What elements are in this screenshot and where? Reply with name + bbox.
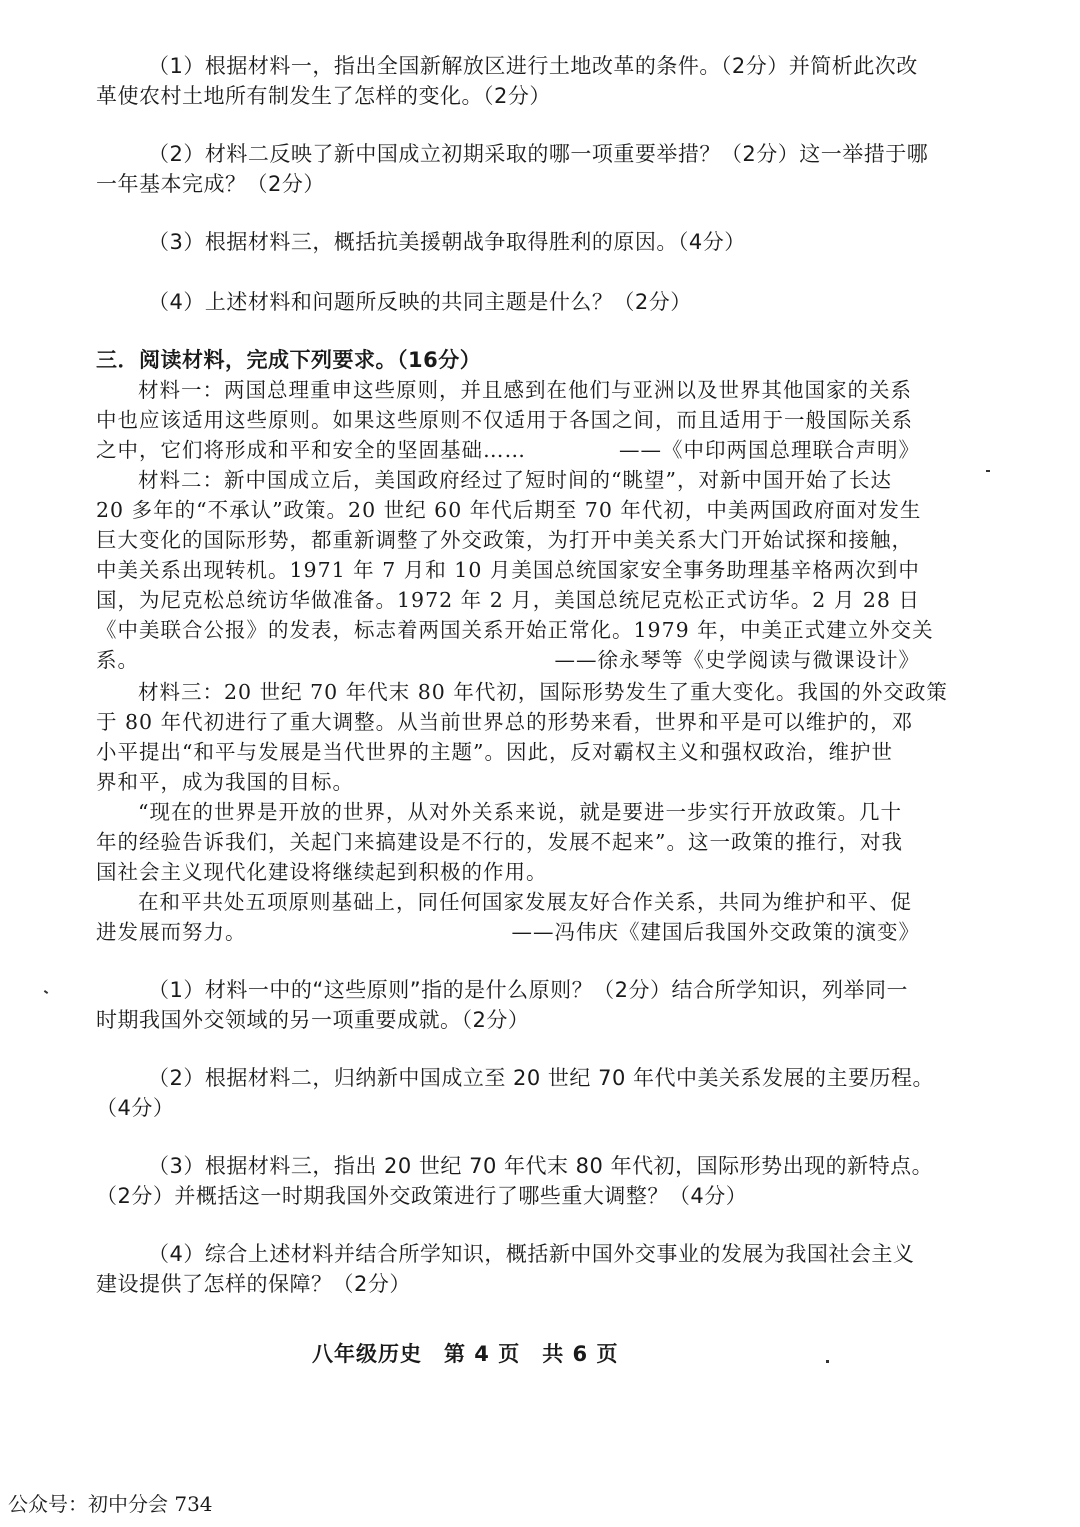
material3-line: 年的经验告诉我们，关起门来搞建设是不行的，发展不起来”。这一政策的推行，对我 (96, 830, 903, 854)
material2-line: 20 多年的“不承认”政策。20 世纪 60 年代后期至 70 年代初，中美两国政府面对发生 (96, 498, 922, 522)
material3-line: 界和平，成为我国的目标。 (96, 770, 354, 794)
material2-line: 中美关系出现转机。1971 年 7 月和 10 月美国总统国家安全事务助理基辛格两次到中 (96, 558, 920, 582)
material2-line: 《中美联合公报》的发表，标志着两国关系开始正常化。1979 年，中美正式建立外交关 (96, 618, 934, 642)
part2-q2-line2: 一年基本完成？（2分） (96, 172, 325, 196)
page-footer: 八年级历史 第 4 页 共 6 页 (312, 1342, 619, 1366)
material3-line: 于 80 年代初进行了重大调整。从当前世界总的形势来看，世界和平是可以维护的，邓 (96, 710, 914, 734)
section3-q1-line1: （1）材料一中的“这些原则”指的是什么原则？（2分）结合所学知识，列举同一 (148, 978, 908, 1002)
section3-q1-line2: 时期我国外交领域的另一项重要成就。（2分） (96, 1008, 530, 1032)
scan-mark (44, 990, 48, 994)
section3-q4-line1: （4）综合上述材料并结合所学知识，概括新中国外交事业的发展为我国社会主义 (148, 1242, 915, 1266)
material2-line: 国，为尼克松总统访华做准备。1972 年 2 月，美国总统尼克松正式访华。2 月 28 日 (96, 588, 920, 612)
section3-heading: 三．阅读材料，完成下列要求。（16分） (96, 348, 482, 372)
part2-q4: （4）上述材料和问题所反映的共同主题是什么？（2分） (148, 290, 692, 314)
watermark-text: 公众号：初中分会 734 (8, 1492, 213, 1516)
scan-mark (826, 1360, 829, 1363)
material2-line: 材料二：新中国成立后，美国政府经过了短时间的“眺望”，对新中国开始了长达 (138, 468, 892, 492)
material1-source: ——《中印两国总理联合声明》 (619, 438, 920, 462)
material3-line: 小平提出“和平与发展是当代世界的主题”。因此，反对霸权主义和强权政治，维护世 (96, 740, 893, 764)
section3-q4-line2: 建设提供了怎样的保障？（2分） (96, 1272, 411, 1296)
part2-q2-line1: （2）材料二反映了新中国成立初期采取的哪一项重要举措？（2分）这一举措于哪 (148, 142, 929, 166)
material3-line: 材料三：20 世纪 70 年代末 80 年代初，国际形势发生了重大变化。我国的外交政策 (138, 680, 948, 704)
material2-source: ——徐永琴等《史学阅读与微课设计》 (554, 648, 920, 672)
material1-line: 中也应该适用这些原则。如果这些原则不仅适用于各国之间，而且适用于一般国际关系 (96, 408, 913, 432)
material2-line: 巨大变化的国际形势，都重新调整了外交政策，为打开中美关系大门开始试探和接触， (96, 528, 913, 552)
material1-line: 材料一：两国总理重申这些原则，并且感到在他们与亚洲以及世界其他国家的关系 (138, 378, 912, 402)
material2-line: 系。 (96, 648, 139, 672)
material3-line: “现在的世界是开放的世界，从对外关系来说，就是要进一步实行开放政策。几十 (138, 800, 902, 824)
scan-mark (986, 470, 990, 472)
material3-line: 进发展而努力。 (96, 920, 247, 944)
section3-q2-line1: （2）根据材料二，归纳新中国成立至 20 世纪 70 年代中美关系发展的主要历程。 (148, 1066, 935, 1090)
material1-line: 之中，它们将形成和平和安全的坚固基础…… (96, 438, 526, 462)
section3-q3-line1: （3）根据材料三，指出 20 世纪 70 年代末 80 年代初，国际形势出现的新特点。 (148, 1154, 934, 1178)
material3-line: 国社会主义现代化建设将继续起到积极的作用。 (96, 860, 548, 884)
material3-source: ——冯伟庆《建国后我国外交政策的演变》 (511, 920, 920, 944)
section3-q3-line2: （2分）并概括这一时期我国外交政策进行了哪些重大调整？（4分） (96, 1184, 748, 1208)
part2-q1-line1: （1）根据材料一，指出全国新解放区进行土地改革的条件。（2分）并简析此次改 (148, 54, 918, 78)
part2-q3: （3）根据材料三，概括抗美援朝战争取得胜利的原因。（4分） (148, 230, 746, 254)
material3-line: 在和平共处五项原则基础上，同任何国家发展友好合作关系，共同为维护和平、促 (138, 890, 912, 914)
section3-q2-line2: （4分） (96, 1096, 175, 1120)
part2-q1-line2: 革使农村土地所有制发生了怎样的变化。（2分） (96, 84, 551, 108)
